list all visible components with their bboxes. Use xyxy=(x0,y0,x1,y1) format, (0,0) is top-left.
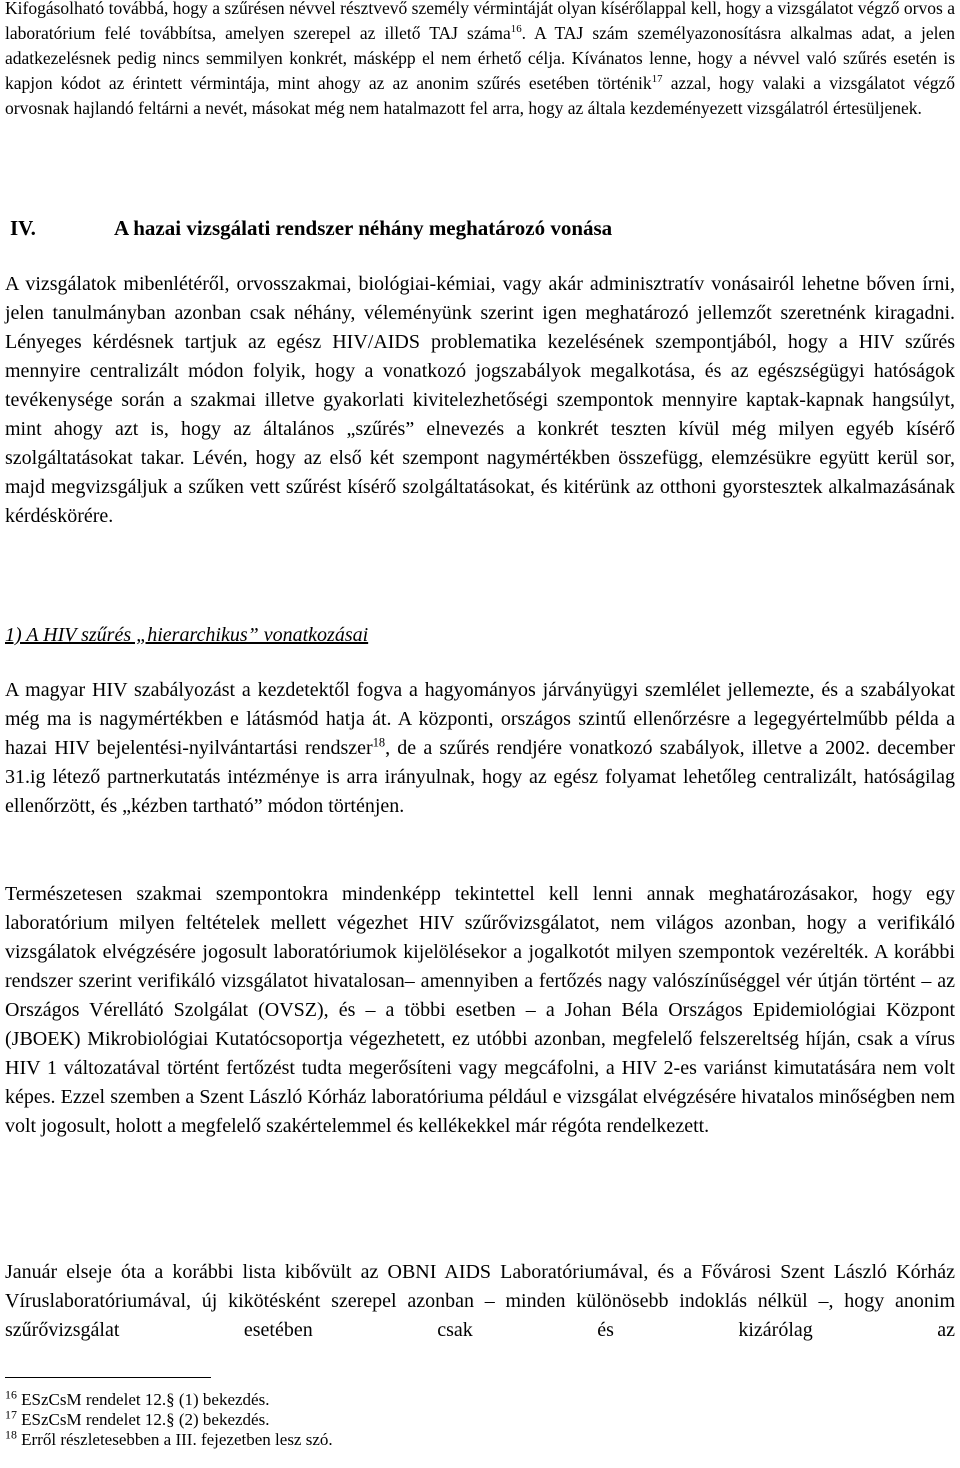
footnote-number: 16 xyxy=(5,1387,17,1402)
section-heading xyxy=(5,213,955,243)
paragraph-2-text-2: , de a szűrés rendjére vonatkozó szabályok, illetve a 2002. december 31.ig létező partnerkutatás intézménye is arra irányulnak, hogy az egész folyamat lehetőleg centralizált, hatóságilag ellenőrzött, és „kézben tartható” módon történjen. xyxy=(5,737,955,817)
footnote-number: 17 xyxy=(5,1407,17,1422)
footnote-number: 18 xyxy=(5,1427,17,1442)
paragraph-2 xyxy=(5,676,955,821)
intro-text-2: . A TAJ szám személyazonosításra alkalmas adat, a jelen adatkezelésnek pedig nincs semmilyen konkrét, másképp el nem érhető célja. Kívánatos lenne, hogy a névvel való szűrés esetén is kapjon kódot az érintett vérmintája, mint ahogy az az anonim szűrés esetében történik xyxy=(5,23,955,93)
intro-text-1: Kifogásolható továbbá, hogy a szűrésen névvel résztvevő személy vérmintáját olyan kísérőlappal kell, hogy a vizsgálatot végző orvos a laboratórium felé továbbítsa, amelyen szerepel az illető TAJ száma xyxy=(5,0,955,43)
paragraph-4: Január elseje óta a korábbi lista kibővült az OBNI AIDS Laboratóriumával, és a Fővárosi Szent László Kórház Víruslaboratóriumával, új kikötésként szerepel azonban – minden különösebb indoklás nélkül –, hogy anonim szűrővizsgálat esetében csak és kizárólag az xyxy=(5,1261,955,1341)
paragraph-2-text-1: A magyar HIV szabályozást a kezdetektől fogva a hagyományos járványügyi szemlélet jellemezte, és a szabályokat még ma is nagymértékben e látásmód hatja át. A központi, országos szintű ellenőrzésre a legegyértelműbb példa a hazai HIV bejelentési-nyilvántartási rendszer xyxy=(5,679,955,759)
intro-paragraph xyxy=(5,0,955,121)
subheading-1: 1) A HIV szűrés „hierarchikus” vonatkozásai xyxy=(5,624,369,646)
footnote-separator xyxy=(5,1377,211,1378)
footnote-ref-17[interactable]: 17 xyxy=(651,73,663,86)
footnote-18 xyxy=(5,1427,955,1450)
footnote-text: Erről részletesebben a III. fejezetben lesz szó. xyxy=(16,1430,333,1449)
footnote-16 xyxy=(5,1387,955,1410)
section-number: IV. xyxy=(10,216,36,240)
footnote-text: ESzCsM rendelet 12.§ (2) bekezdés. xyxy=(16,1410,270,1429)
footnote-ref-16[interactable]: 16 xyxy=(510,23,522,36)
paragraph-3: Természetesen szakmai szempontokra mindenképp tekintettel kell lenni annak meghatározásakor, hogy egy laboratórium milyen feltételek mellett végezhet HIV szűrővizsgálatot, nem világos azonban, hogy a verifikáló vizsgálatok elvégzésére jogosult laboratóriumok kijelölésekor a jogalkotót milyen szempontok vezérelték. A korábbi rendszer szerint verifikáló vizsgálatot hivatalosan– amennyiben a fertőzés nagy valószínűséggel vér útján történt – az Országos Vérellátó Szolgálat (OVSZ), és – a többi esetben – a Johan Béla Országos Epidemiológiai Központ (JBOEK) Mikrobiológiai Kutatócsoportja végezhetett, ez utóbbi azonban, megfelelő felszereltség híján, csak a vírus HIV 1 változatával történt fertőzést tudta megerősíteni vagy megcáfolni, a HIV 2-es variánst kimutatására nem volt képes. Ezzel szemben a Szent László Kórház laboratóriuma például e vizsgálat elvégzésére hivatalos minőségben nem volt jogosult, holott a megfelelő szakértelemmel és kellékekkel már régóta rendelkezett. xyxy=(5,883,955,1137)
paragraph-1: A vizsgálatok mibenlétéről, orvosszakmai, biológiai-kémiai, vagy akár adminisztratív vonásairól lehetne bőven írni, jelen tanulmányban azonban csak néhány, véleményünk szerint igen meghatározó jellemzőt szeretnénk kiragadni. Lényeges kérdésnek tartjuk az egész HIV/AIDS problematika kezelésének szempontjából, hogy a HIV szűrés mennyire centralizált módon folyik, hogy a vonatkozó jogszabályok megalkotása, és az egészségügyi hatóságok tevékenysége során a szakmai illetve gyakorlati kivitelezhetőségi szempontok mennyire kaptak-kapnak hangsúlyt, mint ahogy azt is, hogy az általános „szűrés” elnevezés a konkrét teszten kívül még milyen egyéb kísérő szolgáltatásokat takar. Lévén, hogy az első két szempont nagymértékben összefügg, elemzésükre együtt kerül sor, majd megvizsgáljuk a szűken vett szűrést kísérő szolgáltatásokat, és kitérünk az otthoni gyorstesztek alkalmazásának kérdéskörére. xyxy=(5,273,955,527)
footnote-text: ESzCsM rendelet 12.§ (1) bekezdés. xyxy=(16,1390,270,1409)
intro-text-3: azzal, hogy valaki a vizsgálatot végző orvosnak hajlandó feltárni a nevét, másokat még nem hatalmazott fel arra, hogy az általa kezdeményezett vizsgálatról értesüljenek. xyxy=(5,73,955,118)
footnote-ref-18[interactable]: 18 xyxy=(372,735,386,750)
footnotes xyxy=(5,1387,955,1450)
footnote-17 xyxy=(5,1407,955,1430)
section-title: A hazai vizsgálati rendszer néhány meghatározó vonása xyxy=(114,216,613,240)
